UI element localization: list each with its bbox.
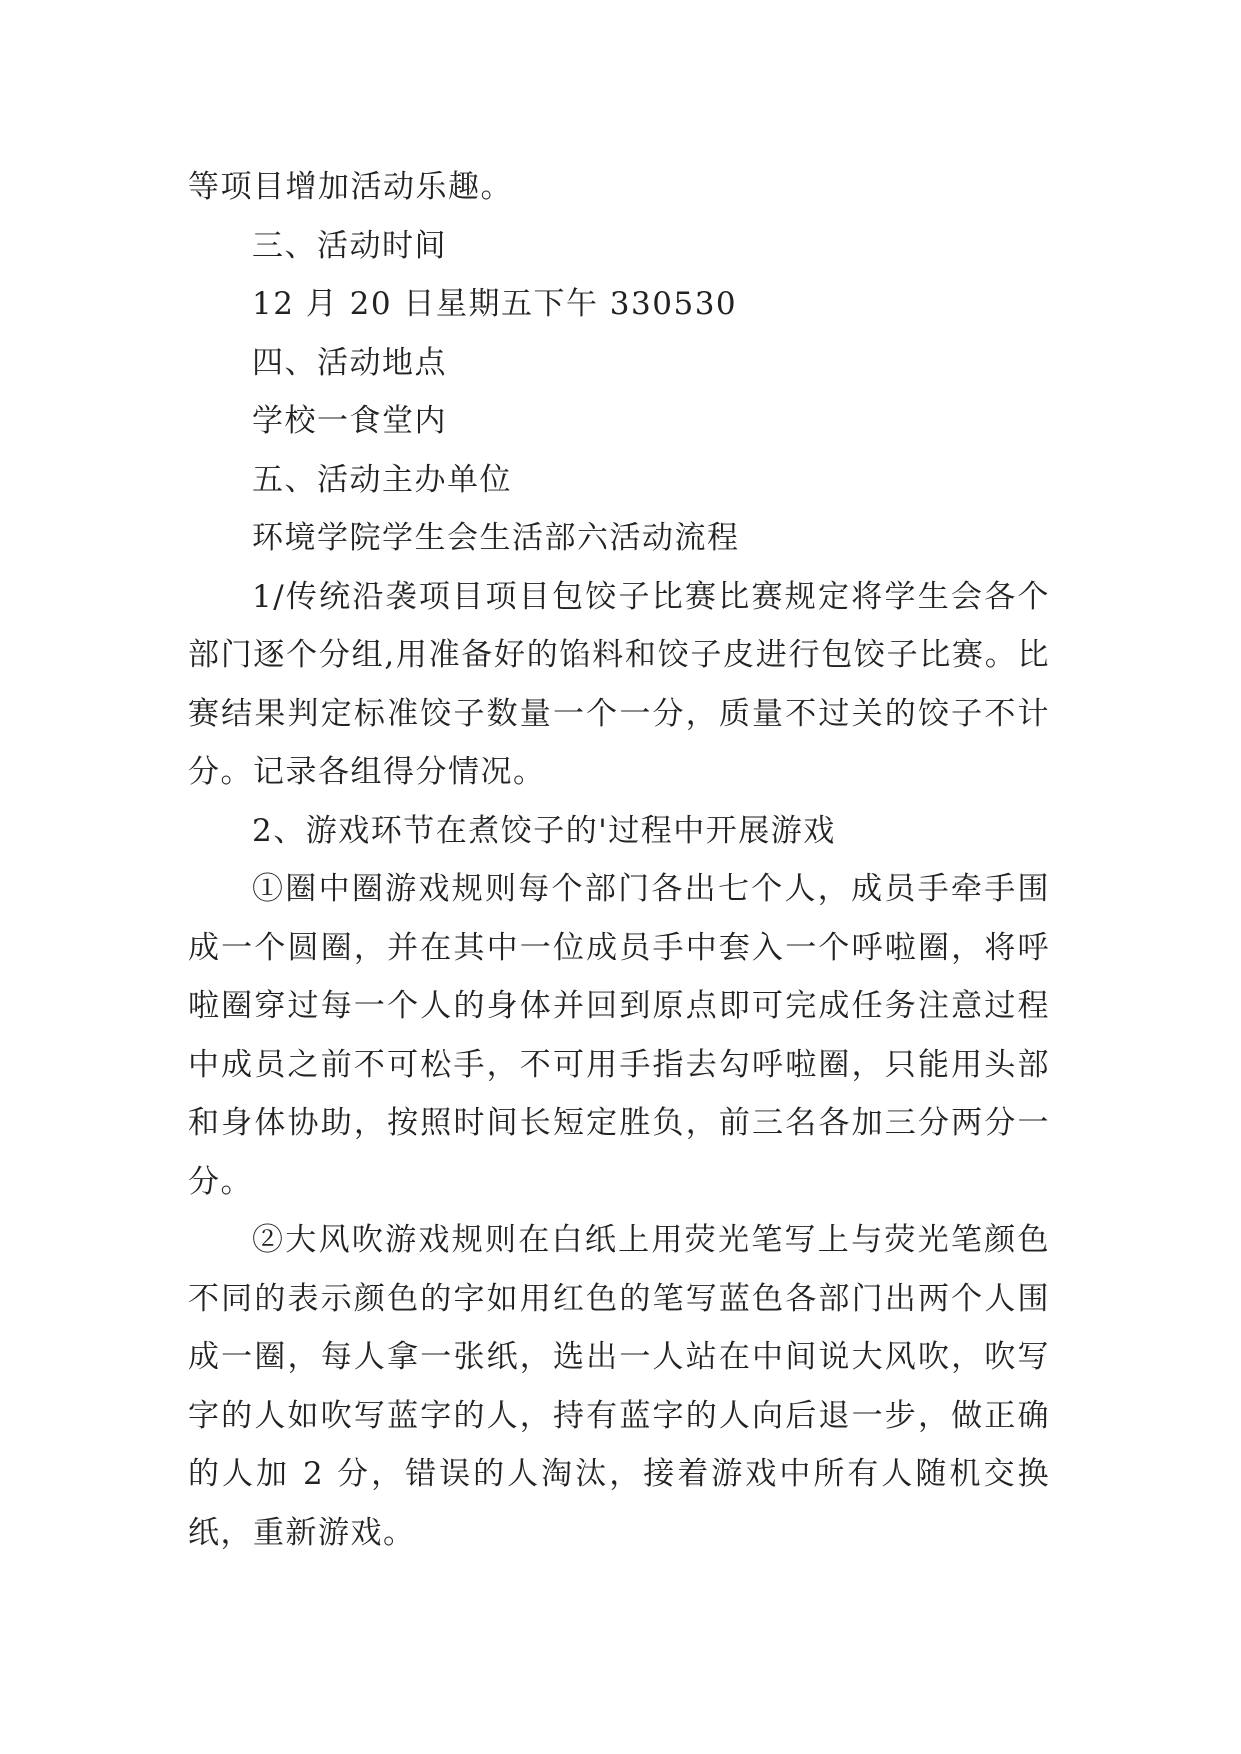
paragraph-game-section: 2、游戏环节在煮饺子的'过程中开展游戏	[252, 812, 836, 849]
paragraph-continuation: 等项目增加活动乐趣。	[188, 169, 513, 205]
paragraph-dumpling-contest: 1/传统沿袭项目项目包饺子比赛比赛规定将学生会各个部门逐个分组,用准备好的馅料和饺子皮进行包饺子比赛。比赛结果判定标准饺子数量一个一分，质量不过关的饺子不计分。记录各组得分情况。	[188, 578, 1050, 790]
heading-activity-time: 三、活动时间	[252, 227, 447, 264]
organizer-value: 环境学院学生会生活部六活动流程	[252, 520, 740, 556]
activity-time-value: 12 月 20 日星期五下午 330530	[252, 286, 738, 322]
activity-location-value: 学校一食堂内	[252, 403, 447, 439]
paragraph-circle-game: ①圈中圈游戏规则每个部门各出七个人，成员手牵手围成一个圆圈，并在其中一位成员手中套入一个呼啦圈，将呼啦圈穿过每一个人的身体并回到原点即可完成任务注意过程中成员之前不可松手，不可用手指去勾呼啦圈，只能用头部和身体协助，按照时间长短定胜负，前三名各加三分两分一分。	[188, 871, 1050, 1200]
paragraph-wind-game: ②大风吹游戏规则在白纸上用荧光笔写上与荧光笔颜色不同的表示颜色的字如用红色的笔写蓝色各部门出两个人围成一圈，每人拿一张纸，选出一人站在中间说大风吹，吹写字的人如吹写蓝字的人，持有蓝字的人向后退一步，做正确的人加 2 分，错误的人淘汰，接着游戏中所有人随机交换纸，重新游戏。	[188, 1222, 1050, 1551]
heading-organizer: 五、活动主办单位	[252, 461, 512, 498]
heading-activity-location: 四、活动地点	[252, 344, 447, 381]
document-body	[188, 158, 1050, 1562]
